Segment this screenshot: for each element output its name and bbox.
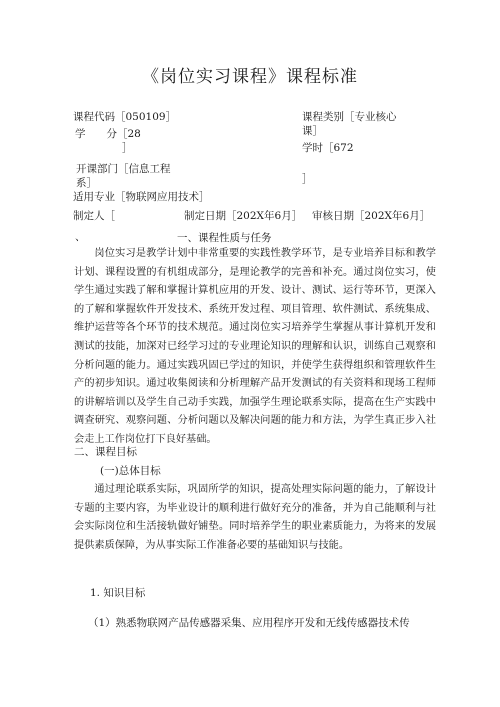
section-2-body — [74, 481, 436, 555]
course-department: 开课部门［信息工程 — [76, 163, 171, 175]
course-hours-cont: ］ — [302, 173, 313, 185]
review-date: 审核日期［202X年6月］ — [312, 210, 431, 222]
course-credit-cont: ］ — [122, 142, 133, 154]
section-2-paragraph: 通过理论联系实际，巩固所学的知识，提高处理实际问题的能力，了解设计专题的主要内容，为毕业设计的顺利进行做好充分的准备，并为自己能顺利与社会实际岗位和生活接轨做好铺垫。同时培养学生的职业素质能力，为将来的发展提供素质保障，为从事实际工作准备必要的基础知识与技能。 — [74, 484, 436, 551]
formulation-date: 制定日期［202X年6月］ — [184, 210, 303, 222]
course-code: 课程代码［050109］ — [73, 111, 177, 123]
applicable-major: 适用专业［物联网应用技术］ — [73, 191, 210, 203]
course-category: 课程类别［专业核心 — [302, 111, 397, 123]
author: 制定人［ — [73, 210, 115, 222]
section-heading-1: 一、课程性质与任务 — [177, 232, 272, 244]
knowledge-goal-heading: 1. 知识目标 — [90, 587, 146, 599]
course-hours: 学时［672 — [302, 142, 354, 154]
course-category-cont: 课］ — [302, 125, 323, 137]
section-1-body — [74, 245, 436, 450]
document-title: 《岗位实习课程》课程标准 — [142, 67, 358, 87]
knowledge-goal-item-1: （1）熟悉物联网产品传感器采集、应用程序开发和无线传感器技术传 — [88, 617, 410, 629]
section-heading-2: 二、课程目标 — [74, 446, 137, 458]
course-credit: 学 分［28 — [75, 128, 141, 140]
section-1-paragraph: 岗位实习是教学计划中非常重要的实践性教学环节，是专业培养目标和教学计划、课程设置的有机组成部分，是理论教学的完善和补充。通过岗位实习，使学生通过实践了解和掌握计算机应用的开发、设计、测试、运行等环节，更深入的了解和掌握软件开发技术、系统开发过程、项目管理、软件测试、系统集成、维护运营等各个环节的技术规范。通过岗位实习培养学生掌握从事计算机开发和测试的技能，加深对已经学习过的专业理论知识的理解和认识，训练自己观察和分析问题的能力。通过实践巩固已学过的知识，并使学生获得组织和管理软件生产的初步知识。通过收集阅读和分析理解产品开发测试的有关资料和现场工程师的讲解培训以及学生自己动手实践，加强学生理论联系实际，提高在生产实践中调查研究、观察问题、分析问题以及解决问题的能力和方法，为学生真正步入社会走上工作岗位打下良好基础。 — [74, 248, 436, 445]
bullet-mark: 、 — [75, 231, 86, 243]
subsection-heading-overall: (一)总体目标 — [100, 465, 161, 477]
course-department-cont: 系］ — [76, 177, 97, 189]
